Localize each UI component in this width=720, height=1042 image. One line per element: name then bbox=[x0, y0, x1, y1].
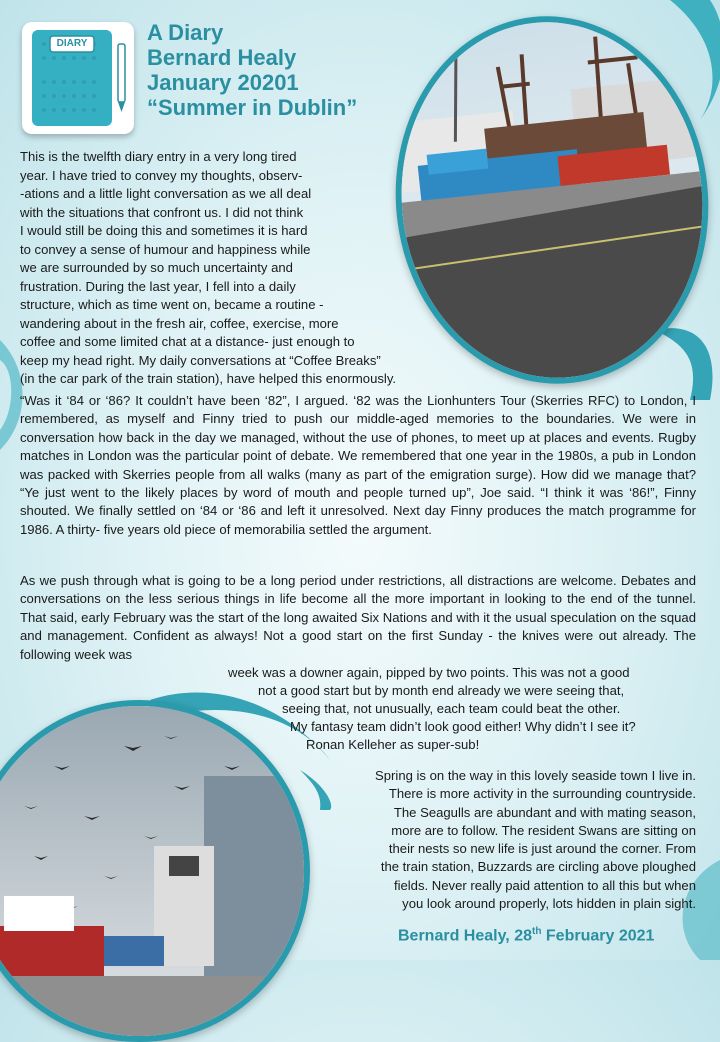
intro-line: frustration. During the last year, I fell into a daily bbox=[20, 278, 296, 294]
intro-line: coffee and some limited chat at a distance- just enough to bbox=[20, 334, 355, 349]
six-nations-line: My fantasy team didn’t look good either! Why didn’t I see it? bbox=[290, 719, 636, 734]
spring-line: Spring is on the way in this lovely seaside town I live in. bbox=[375, 768, 696, 783]
intro-line: -ations and a little light conversation as we all deal bbox=[20, 186, 312, 201]
diary-title bbox=[147, 20, 357, 120]
rugby-memories-paragraph: “Was it ‘84 or ‘86? It couldn’t have been ‘82”, I argued. ‘82 was the Lionhunters Tour (Skerries RFC) to London, I remembered, as myself and Finny tried to push our middle-aged memories to the boundaries. We were in conversation how back in the day we managed, without the use of phones, to meet up at places and events. Rugby matches in London was the particular point of debate. We remembered that one year in the 1980s, a pub in London was packed with Skerries people from all walks (many as part of the emigration surge). How did we manage that? “Ye just went to the likely places by word of mouth and people turned up”, Joe said. “I think it was ‘86!”, Finny shouted. We finally settled on ‘84 or ‘86 and left it unresolved. Next day Finny produces the match programme for 1986. A thirty- five years old piece of memorabilia settled the argument. bbox=[20, 393, 696, 537]
intro-line: with the situations that confront us. I did not think bbox=[20, 204, 304, 220]
diary-app-icon bbox=[22, 22, 134, 134]
intro-line: structure, which as time went on, became a routine - bbox=[20, 297, 324, 312]
six-nations-line: Ronan Kelleher as super-sub! bbox=[306, 737, 480, 752]
title-author: Bernard Healy bbox=[147, 45, 297, 70]
spring-line: you look around properly, lots hidden in plain sight. bbox=[402, 896, 696, 912]
intro-line: year. I have tried to convey my thoughts, observ- bbox=[20, 167, 303, 183]
spring-line: The Seagulls are abundant and with mating season, bbox=[393, 804, 696, 820]
intro-line: I would still be doing this and sometimes it is hard bbox=[20, 223, 308, 238]
title-date: January 20201 bbox=[147, 70, 299, 95]
six-nations-line: not a good start but by month end already we were seeing that, bbox=[258, 683, 625, 698]
signoff-name: Bernard Healy, 28 bbox=[398, 927, 532, 945]
intro-line: keep my head right. My daily conversations at “Coffee Breaks” bbox=[20, 352, 381, 368]
signoff bbox=[398, 926, 654, 945]
spring-line: the train station, Buzzards are circling above ploughed bbox=[380, 859, 696, 875]
spring-line: more are to follow. The resident Swans are sitting on bbox=[391, 822, 696, 838]
intro-line: we are surrounded by so much uncertainty and bbox=[20, 260, 293, 275]
title-subtitle: “Summer in Dublin” bbox=[147, 95, 358, 120]
intro-line: wandering about in the fresh air, coffee, exercise, more bbox=[20, 315, 339, 331]
intro-line: (in the car park of the train station), have helped this enormously. bbox=[20, 371, 397, 386]
six-nations-paragraph: As we push through what is going to be a long period under restrictions, all distractions are welcome. Debates and conversations on the less serious things in life become all the more important in looking to the end of the tunnel. That said, early February was the start of the long awaited Six Nations and with it the usual speculation on the squad and management. Confident as always! Not a good start on the first Sunday - the knives were out already. The following week was bbox=[20, 573, 696, 662]
spring-line: their nests so new life is just around the corner. From bbox=[388, 841, 696, 857]
six-nations-line: seeing that, not unusually, each team could beat the other. bbox=[282, 701, 621, 716]
signoff-date: February 2021 bbox=[541, 927, 655, 945]
intro-paragraph bbox=[20, 148, 460, 389]
spring-line: fields. Never really paid attention to all this but when bbox=[393, 877, 696, 893]
signoff-ordinal: th bbox=[532, 926, 542, 937]
six-nations-line: week was a downer again, pipped by two points. This was not a good bbox=[228, 665, 630, 680]
spring-paragraph bbox=[312, 767, 696, 913]
spring-line: There is more activity in the surrounding countryside. bbox=[388, 786, 696, 802]
intro-line: This is the twelfth diary entry in a very long tired bbox=[20, 149, 297, 164]
title-line-1: A Diary bbox=[147, 20, 224, 45]
diary-icon-label: DIARY bbox=[56, 38, 88, 49]
intro-line: to convey a sense of humour and happiness while bbox=[20, 241, 311, 257]
